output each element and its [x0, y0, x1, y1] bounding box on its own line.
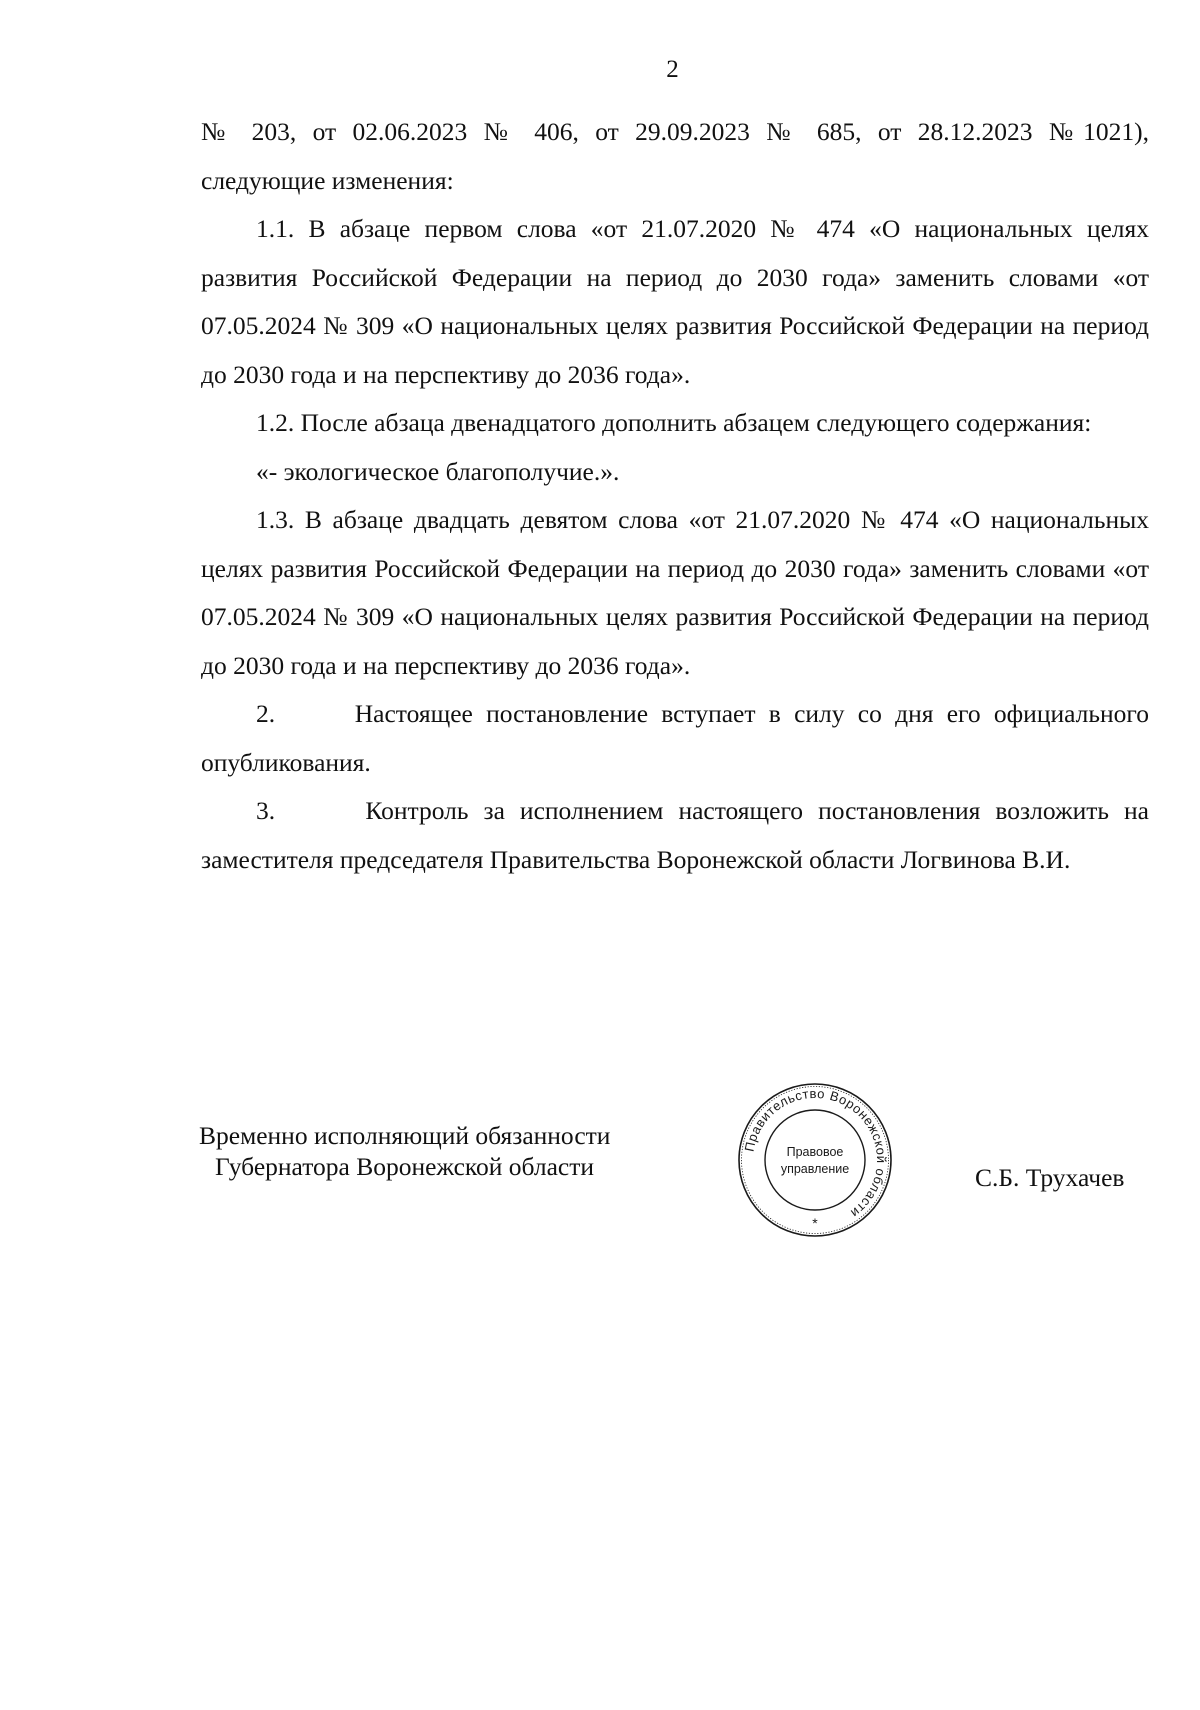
signatory-name: С.Б. Трухачев: [975, 1163, 1125, 1192]
paragraph-quote: «- экологическое благополучие.».: [256, 456, 620, 486]
paragraph-2: 2. Настоящее постановление вступает в силу со дня его официального опубликования.: [201, 699, 1156, 777]
signatory-position-line1: Временно исполняющий обязанности: [199, 1121, 611, 1150]
seal-outer-text: Правительство Воронежской области: [741, 1085, 890, 1222]
seal-outer-ring: [739, 1084, 891, 1236]
seal-graphic: [735, 1080, 895, 1240]
paragraph-1-2: 1.2. После абзаца двенадцатого дополнить абзацем следующего содержания:: [256, 408, 1092, 437]
page-number: 2: [666, 56, 679, 83]
signatory-position: [199, 1120, 610, 1182]
paragraph-intro-line2: следующие изменения:: [201, 165, 454, 195]
seal-inner-line1: Правовое: [786, 1145, 844, 1159]
paragraph-1-1: 1.1. В абзаце первом слова «от 21.07.2020 № 474 «О национальных целях развития Российской Федерации на период до 2030 года» заменить словами «от 07.05.2024 № 309 «О национальных целях развития Российской Федерации на период до 2030 года и на перспективу до 2036 года».: [201, 214, 1149, 389]
seal-inner-line2: управление: [780, 1162, 850, 1176]
document-body: [201, 108, 1156, 884]
signatory-position-line2: Губернатора Воронежской области: [215, 1152, 595, 1181]
paragraph-3: 3. Контроль за исполнением настоящего постановления возложить на заместителя председателя Правительства Воронежской области Логвинова В.И.: [201, 796, 1156, 874]
paragraph-1-3: 1.3. В абзаце двадцать девятом слова «от 21.07.2020 № 474 «О национальных целях развития Российской Федерации на период до 2030 года» заменить словами «от 07.05.2024 № 309 «О национальных целях развития Российской Федерации на период до 2030 года и на перспективу до 2036 года».: [201, 505, 1149, 680]
paragraph-intro-line1: № 203, от 02.06.2023 № 406, от 29.09.2023 № 685, от 28.12.2023 №1021),: [201, 117, 1149, 146]
seal-star: *: [812, 1215, 818, 1231]
official-seal: [735, 1080, 895, 1240]
seal-inner-ring: [765, 1110, 865, 1210]
